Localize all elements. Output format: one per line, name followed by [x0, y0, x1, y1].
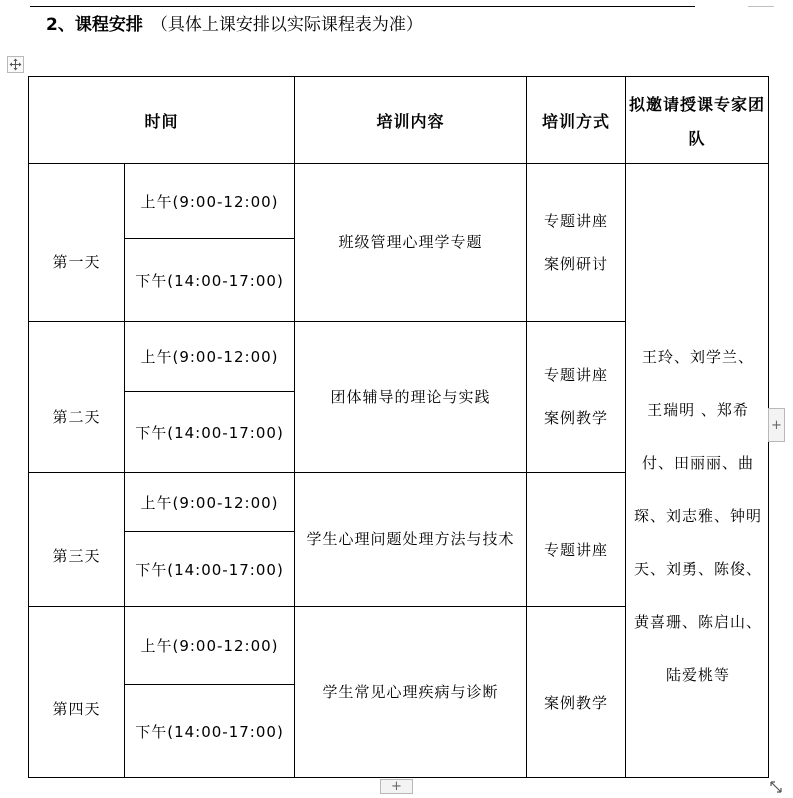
day-cell[interactable]: [29, 607, 125, 778]
plus-icon: +: [771, 417, 782, 433]
move-handle-icon: [9, 58, 22, 71]
table-row: [29, 164, 769, 239]
time-slot-cell[interactable]: 下午(14:00-17:00): [125, 239, 295, 322]
mode-cell[interactable]: [527, 164, 626, 322]
table-move-handle[interactable]: [7, 56, 24, 73]
page-margin-line: [30, 6, 695, 7]
day-label: 第四天: [52, 699, 101, 718]
expert-team-cell[interactable]: [626, 164, 769, 778]
mode-item: 案例教学: [544, 693, 609, 712]
mode-item: 专题讲座: [544, 211, 609, 230]
header-row: [29, 77, 769, 164]
section-number: 2、: [46, 15, 75, 35]
day-label: 第三天: [52, 547, 101, 565]
header-mode: 培训方式: [527, 77, 626, 164]
resize-diagonal-icon: [769, 780, 783, 794]
time-slot-cell[interactable]: 下午(14:00-17:00): [125, 392, 295, 473]
mode-cell[interactable]: [527, 322, 626, 473]
day-cell[interactable]: [29, 164, 125, 322]
mode-item: 专题讲座: [544, 366, 609, 384]
content-cell[interactable]: 学生心理问题处理方法与技术: [295, 473, 527, 607]
header-content: 培训内容: [295, 77, 527, 164]
time-slot-cell[interactable]: 下午(14:00-17:00): [125, 532, 295, 607]
add-column-button[interactable]: [768, 408, 785, 442]
plus-icon: +: [391, 778, 402, 794]
table-resize-handle[interactable]: [767, 778, 785, 796]
add-row-button[interactable]: [380, 779, 413, 794]
time-slot-cell[interactable]: 上午(9:00-12:00): [125, 322, 295, 392]
expert-team-list: 王玲、刘学兰、 王瑞明 、郑希付、田丽丽、曲琛、刘志雅、钟明天、刘勇、陈俊、黄喜珊、陈启山、陆爱桃等: [634, 348, 763, 684]
header-time: 时间: [29, 77, 295, 164]
day-label: 第二天: [52, 407, 101, 426]
day-cell[interactable]: [29, 473, 125, 607]
section-title: 课程安排: [74, 15, 143, 35]
mode-item: 案例研讨: [544, 254, 609, 273]
section-note: （具体上课安排以实际课程表为准）: [150, 15, 423, 35]
section-heading: [46, 10, 423, 35]
mode-cell[interactable]: [527, 473, 626, 607]
mode-item: 专题讲座: [544, 541, 609, 559]
course-schedule-table: [28, 76, 769, 778]
header-team: 拟邀请授课专家团队: [626, 77, 769, 164]
content-cell[interactable]: 学生常见心理疾病与诊断: [295, 607, 527, 778]
content-cell[interactable]: 班级管理心理学专题: [295, 164, 527, 322]
day-cell[interactable]: [29, 322, 125, 473]
day-label: 第一天: [52, 253, 101, 271]
time-slot-cell[interactable]: 上午(9:00-12:00): [125, 473, 295, 532]
page-margin-marker: [748, 6, 774, 7]
mode-item: 案例教学: [544, 409, 609, 427]
mode-cell[interactable]: [527, 607, 626, 778]
time-slot-cell[interactable]: 上午(9:00-12:00): [125, 164, 295, 239]
time-slot-cell[interactable]: 上午(9:00-12:00): [125, 607, 295, 685]
time-slot-cell[interactable]: 下午(14:00-17:00): [125, 685, 295, 778]
content-cell[interactable]: 团体辅导的理论与实践: [295, 322, 527, 473]
